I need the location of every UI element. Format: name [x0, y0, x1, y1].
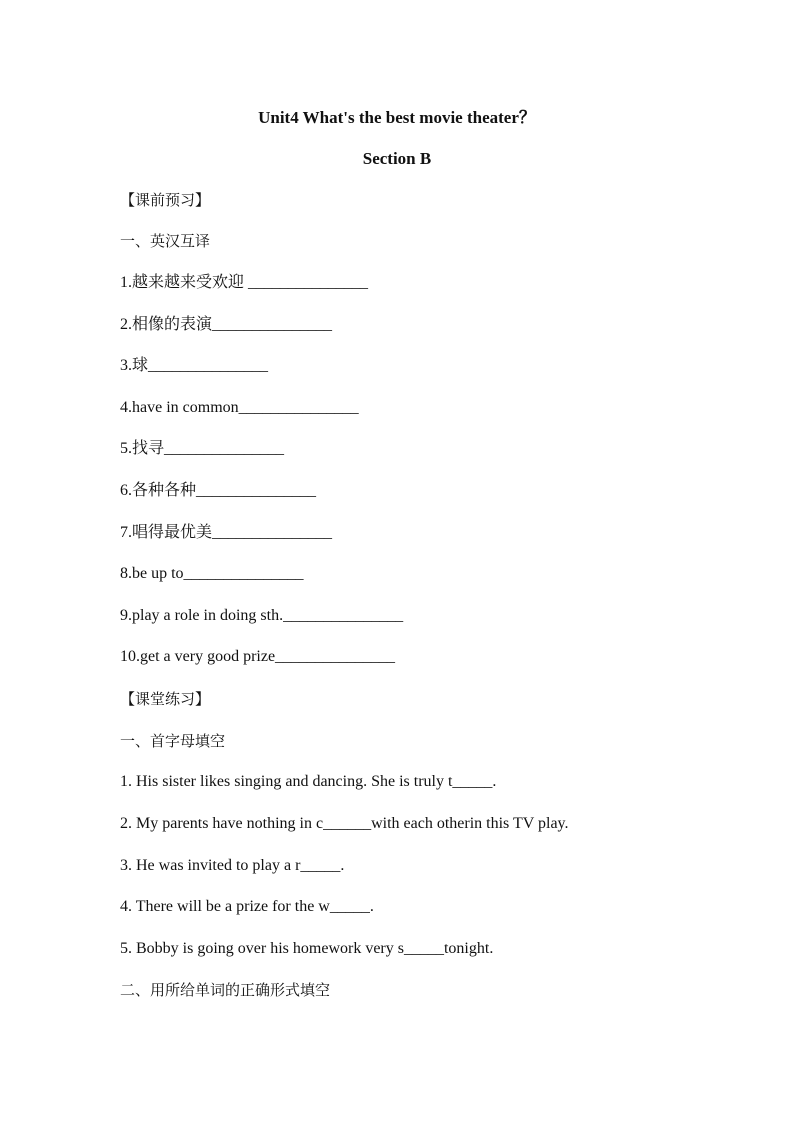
- translation-heading: 一、英汉互译: [120, 232, 211, 250]
- translation-item: 4.have in common_______________: [120, 399, 359, 416]
- fill-in-item: 3. He was invited to play a r_____.: [120, 857, 345, 874]
- translation-item: 3.球_______________: [120, 357, 269, 374]
- translation-item: 10.get a very good prize_______________: [120, 648, 396, 665]
- translation-item: 8.be up to_______________: [120, 565, 304, 582]
- fill-in-item: 4. There will be a prize for the w_____.: [120, 898, 374, 915]
- translation-item: 6.各种各种_______________: [120, 482, 317, 499]
- practice-heading: 【课堂练习】: [120, 690, 211, 708]
- unit-title: Unit4 What's the best movie theater？: [258, 108, 536, 127]
- translation-item: 7.唱得最优美_______________: [120, 524, 333, 541]
- translation-item: 1.越来越来受欢迎 _______________: [120, 274, 369, 291]
- word-form-heading: 二、用所给单词的正确形式填空: [120, 981, 331, 999]
- section-title: Section B: [362, 149, 432, 168]
- fill-in-item: 1. His sister likes singing and dancing. She is truly t_____.: [120, 773, 497, 790]
- preview-heading: 【课前预习】: [120, 191, 211, 209]
- translation-item: 9.play a role in doing sth._______________: [120, 607, 404, 624]
- translation-item: 2.相像的表演_______________: [120, 316, 333, 333]
- fill-in-item: 2. My parents have nothing in c______with each otherin this TV play.: [120, 815, 569, 832]
- initial-letter-heading: 一、首字母填空: [120, 732, 226, 750]
- translation-item: 5.找寻_______________: [120, 440, 285, 457]
- fill-in-item: 5. Bobby is going over his homework very s_____tonight.: [120, 940, 494, 957]
